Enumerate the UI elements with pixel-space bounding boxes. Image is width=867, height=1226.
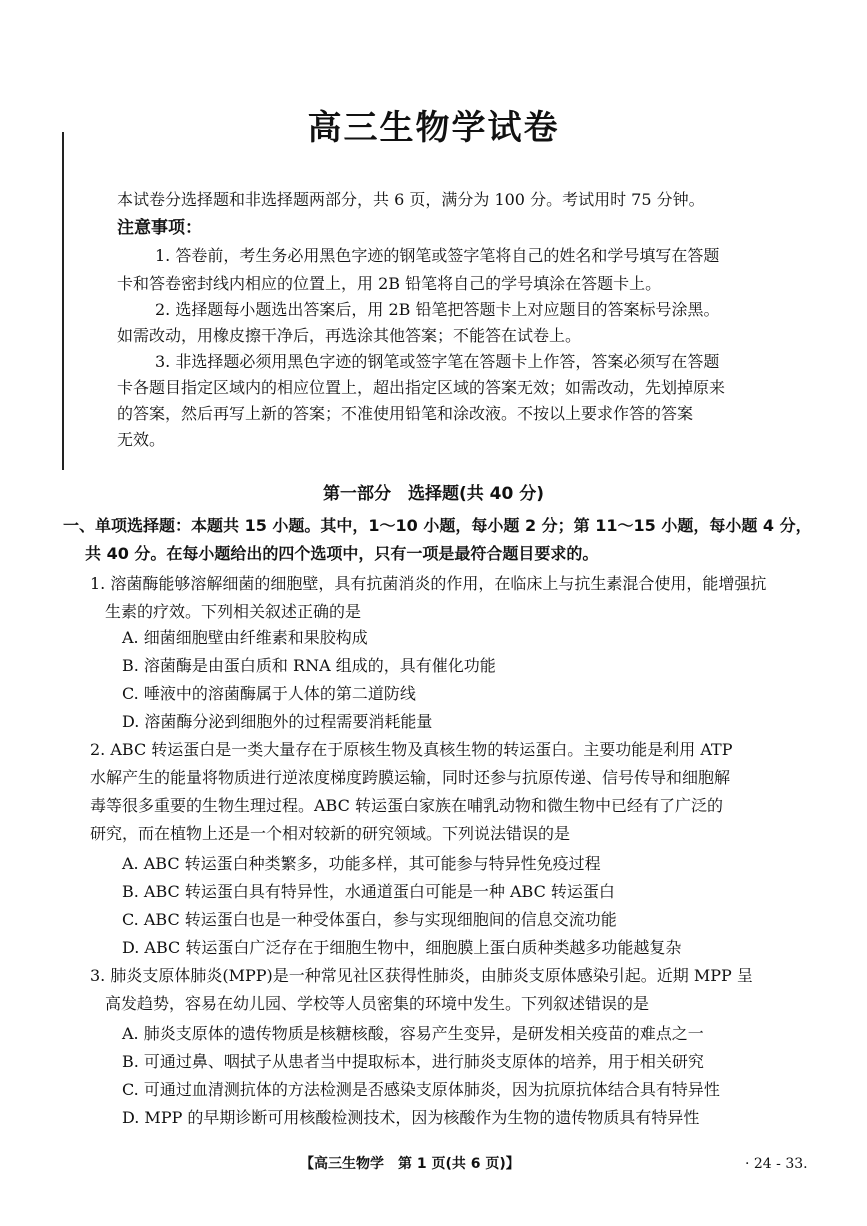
notice-line: 卡各题目指定区域内的相应位置上，超出指定区域的答案无效；如需改动，先划掉原来 [117, 378, 726, 397]
question-2-option-a: A. ABC 转运蛋白种类繁多，功能多样，其可能参与特异性免疫过程 [122, 854, 601, 873]
question-1-option-c: C. 唾液中的溶菌酶属于人体的第二道防线 [122, 684, 416, 703]
notice-line: 3. 非选择题必须用黑色字迹的钢笔或签字笔在答题卡上作答，答案必须写在答题 [155, 352, 720, 371]
notice-line: 1. 答卷前，考生务必用黑色字迹的钢笔或签字笔将自己的姓名和学号填写在答题 [155, 246, 720, 265]
question-2-stem: 毒等很多重要的生物生理过程。ABC 转运蛋白家族在哺乳动物和微生物中已经有了广泛的 [90, 796, 723, 815]
question-2-option-c: C. ABC 转运蛋白也是一种受体蛋白，参与实现细胞间的信息交流功能 [122, 910, 617, 929]
question-3-option-d: D. MPP 的早期诊断可用核酸检测技术，因为核酸作为生物的遗传物质具有特异性 [122, 1108, 700, 1127]
question-2-option-d: D. ABC 转运蛋白广泛存在于细胞生物中，细胞膜上蛋白质种类越多功能越复杂 [122, 938, 682, 957]
page-title: 高三生物学试卷 [307, 108, 560, 148]
question-3-stem: 3. 肺炎支原体肺炎(MPP)是一种常见社区获得性肺炎，由肺炎支原体感染引起。近期 MPP 呈 [90, 966, 753, 985]
question-1-stem: 生素的疗效。下列相关叙述正确的是 [105, 602, 362, 621]
intro-text: 本试卷分选择题和非选择题两部分，共 6 页，满分为 100 分。考试用时 75 分钟。 [117, 190, 705, 209]
section-title: 第一部分 选择题(共 40 分) [322, 484, 545, 504]
question-2-stem: 2. ABC 转运蛋白是一类大量存在于原核生物及真核生物的转运蛋白。主要功能是利用 ATP [90, 740, 733, 759]
notice-line: 2. 选择题每小题选出答案后，用 2B 铅笔把答题卡上对应题目的答案标号涂黑。 [155, 300, 720, 319]
notice-heading: 注意事项： [117, 218, 202, 238]
question-1-option-a: A. 细菌细胞壁由纤维素和果胶构成 [122, 628, 368, 647]
question-2-stem: 水解产生的能量将物质进行逆浓度梯度跨膜运输，同时还参与抗原传递、信号传导和细胞解 [90, 768, 731, 787]
footer-page-label: 【高三生物学 第 1 页(共 6 页)】 [300, 1156, 520, 1172]
notice-line: 如需改动，用橡皮擦干净后，再选涂其他答案；不能答在试卷上。 [117, 326, 582, 345]
binding-margin-line [62, 132, 64, 470]
question-1-option-d: D. 溶菌酶分泌到细胞外的过程需要消耗能量 [122, 712, 433, 731]
question-2-stem: 研究，而在植物上还是一个相对较新的研究领域。下列说法错误的是 [90, 824, 571, 843]
question-2-option-b: B. ABC 转运蛋白具有特异性，水通道蛋白可能是一种 ABC 转运蛋白 [122, 882, 615, 901]
question-3-option-b: B. 可通过鼻、咽拭子从患者当中提取标本，进行肺炎支原体的培养，用于相关研究 [122, 1052, 704, 1071]
notice-line: 无效。 [117, 430, 166, 449]
question-3-stem: 高发趋势，容易在幼儿园、学校等人员密集的环境中发生。下列叙述错误的是 [105, 994, 650, 1013]
part-intro-line: 共 40 分。在每小题给出的四个选项中，只有一项是最符合题目要求的。 [85, 544, 599, 563]
notice-line: 卡和答卷密封线内相应的位置上，用 2B 铅笔将自己的学号填涂在答题卡上。 [117, 274, 662, 293]
question-1-option-b: B. 溶菌酶是由蛋白质和 RNA 组成的，具有催化功能 [122, 656, 496, 675]
question-3-option-c: C. 可通过血清测抗体的方法检测是否感染支原体肺炎，因为抗原抗体结合具有特异性 [122, 1080, 720, 1099]
footer-code: · 24 - 33. [745, 1156, 808, 1172]
notice-line: 的答案，然后再写上新的答案；不准使用铅笔和涂改液。不按以上要求作答的答案 [117, 404, 694, 423]
part-intro-line: 一、单项选择题：本题共 15 小题。其中，1～10 小题，每小题 2 分；第 11～15 小题，每小题 4 分， [63, 516, 812, 535]
question-1-stem: 1. 溶菌酶能够溶解细菌的细胞壁，具有抗菌消炎的作用，在临床上与抗生素混合使用，能增强抗 [90, 574, 767, 593]
question-3-option-a: A. 肺炎支原体的遗传物质是核糖核酸，容易产生变异，是研发相关疫苗的难点之一 [122, 1024, 704, 1043]
